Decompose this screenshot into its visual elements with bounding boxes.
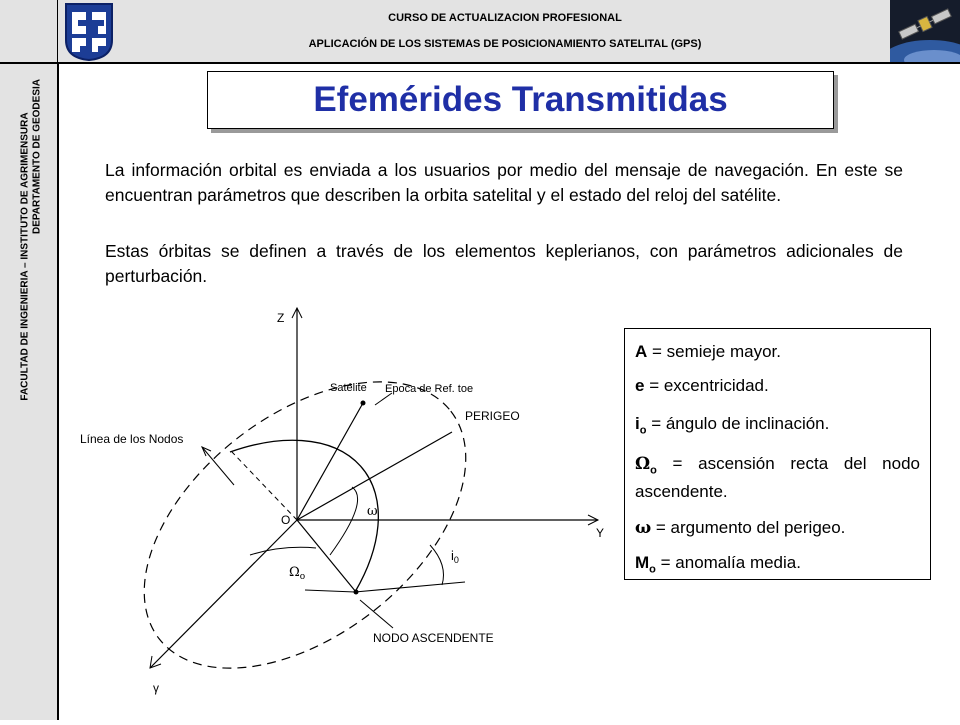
perigee-label: PERIGEO [465,409,520,423]
omega-small-label: ω [367,504,378,519]
header-divider [0,62,960,64]
legend-item-i: $i_o$ = ángulo de inclinación. [635,414,830,437]
faculty-label: FACULTAD DE INGENIERIA – INSTITUTO DE AGRIMENSURA [19,112,31,401]
gamma-axis [150,520,297,668]
legend-item-a: A = semieje mayor. [635,342,781,361]
nodes-line-label: Línea de los Nodos [80,432,184,446]
legend-item-e: e = excentricidad. [635,376,769,395]
university-logo [58,0,120,62]
legend-item-w: ω = argumento del perigeo. [635,518,846,538]
inclination-label: $i_0$ [451,548,459,565]
satellite-label: Satélite [330,382,367,394]
satellite-line [297,403,363,520]
asc-node-label: NODO ASCENDENTE [373,631,494,645]
gamma-label: γ [153,681,159,695]
omega-arc [330,487,358,555]
paragraph-1: La información orbital es enviada a los usuarios por medio del mensaje de navegación. En este se encuentran parámetros que describen la orbita satelital y el estado del reloj del satélite. [105,160,903,205]
y-label: Y [596,526,605,540]
department-label: DEPARTAMENTO DE GEODESIA [31,79,43,235]
course-subtitle: APLICACIÓN DE LOS SISTEMAS DE POSICIONAMIENTO SATELITAL (GPS) [308,38,702,50]
satellite-dot [361,401,366,406]
header-bar [0,0,960,62]
nodes-line-back [232,452,297,520]
slide-title-box [207,71,834,129]
parameters-legend [624,328,931,580]
slide-title: Efemérides Transmitidas [313,80,728,119]
legend-item-omega: $\Omega_o$ = ascensión recta del nodo ascendente. [635,454,920,502]
omega-big-arc [250,547,316,555]
epoch-label: Epoca de Ref. toe [385,383,474,395]
nodes-line [297,520,356,592]
sidebar-divider [57,0,59,720]
satellite-image [890,0,960,62]
paragraph-2: Estas órbitas se definen a través de los elementos keplerianos, con parámetros adicionales de perturbación. [105,241,903,286]
omega-big-label: $\Omega_o$ [289,565,306,582]
orbit-diagram [70,300,630,720]
course-title: CURSO DE ACTUALIZACION PROFESIONAL [388,12,622,24]
origin-label: O [281,513,291,527]
inclination-arc [430,545,444,585]
legend-item-m: $M_o$ = anomalía media. [635,553,801,576]
z-label: Z [277,311,285,325]
